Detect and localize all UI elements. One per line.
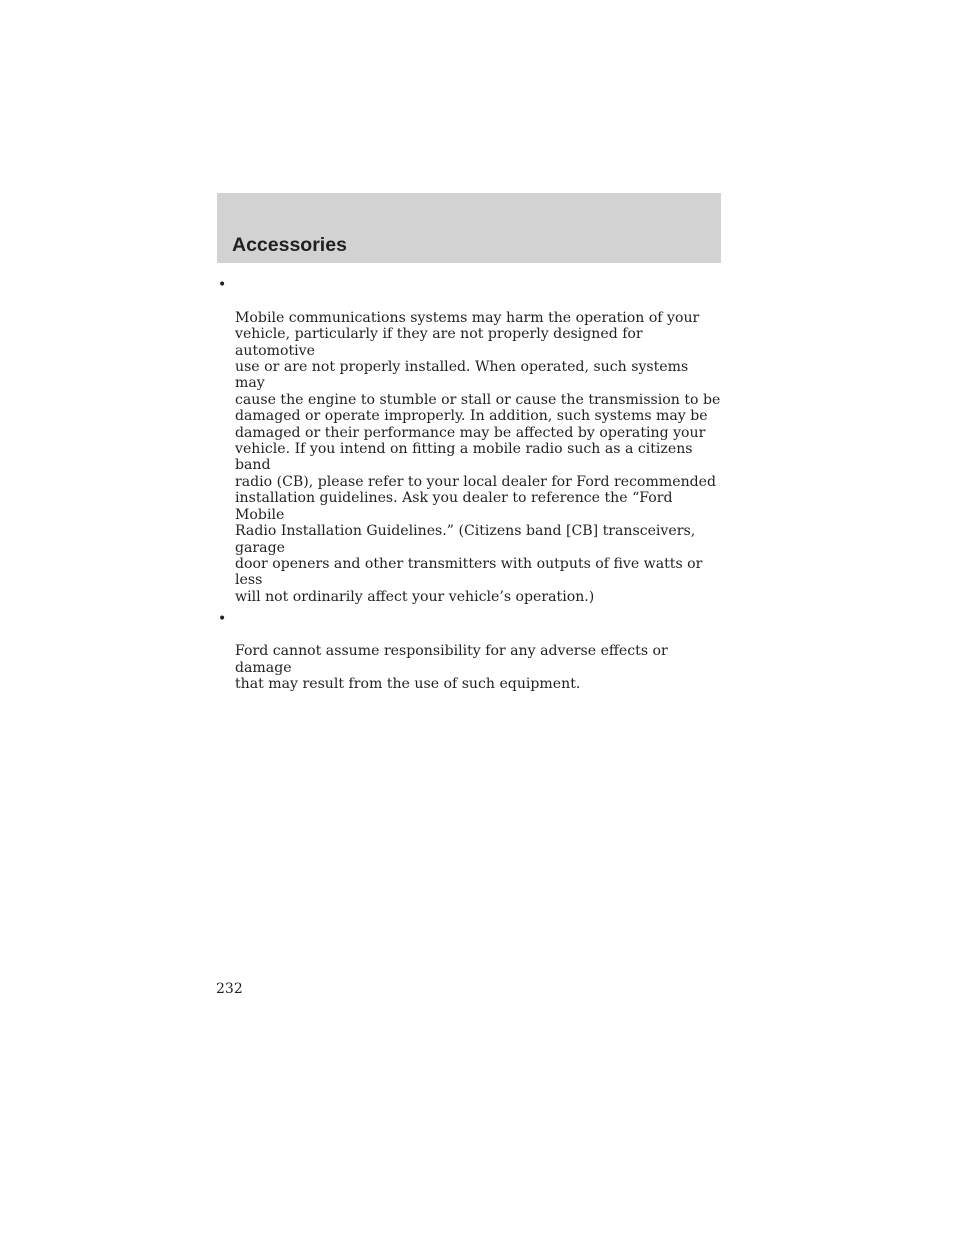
page-number: 232 bbox=[216, 981, 243, 997]
section-title: Accessories bbox=[232, 234, 347, 256]
bullet-marker: • bbox=[218, 277, 227, 293]
section-header-band bbox=[217, 193, 721, 263]
bullet-text: Ford cannot assume responsibility for any adverse effects or damage that may result from the use of such equipment. bbox=[235, 643, 668, 693]
list-item bbox=[217, 611, 721, 693]
list-item bbox=[217, 277, 721, 605]
bullet-list bbox=[217, 277, 721, 698]
bullet-marker: • bbox=[218, 610, 227, 627]
bullet-text: Mobile communications systems may harm the operation of your vehicle, particularly if they are not properly designed for automotive use or are not properly installed. When operated, such systems may cause the engine to stumble or stall or cause the transmission to be damaged or operate improperly. In addition, such systems may be damaged or their performance may be affected by operating your vehicle. If you intend on fitting a mobile radio such as a citizens band radio (CB), please refer to your local dealer for Ford recommended installation guidelines. Ask you dealer to reference the “Ford Mobile Radio Installation Guidelines.” (Citizens band [CB] transceivers, garage door openers and other transmitters with outputs of five watts or less will not ordinarily affect your vehicle’s operation.) bbox=[235, 309, 721, 605]
